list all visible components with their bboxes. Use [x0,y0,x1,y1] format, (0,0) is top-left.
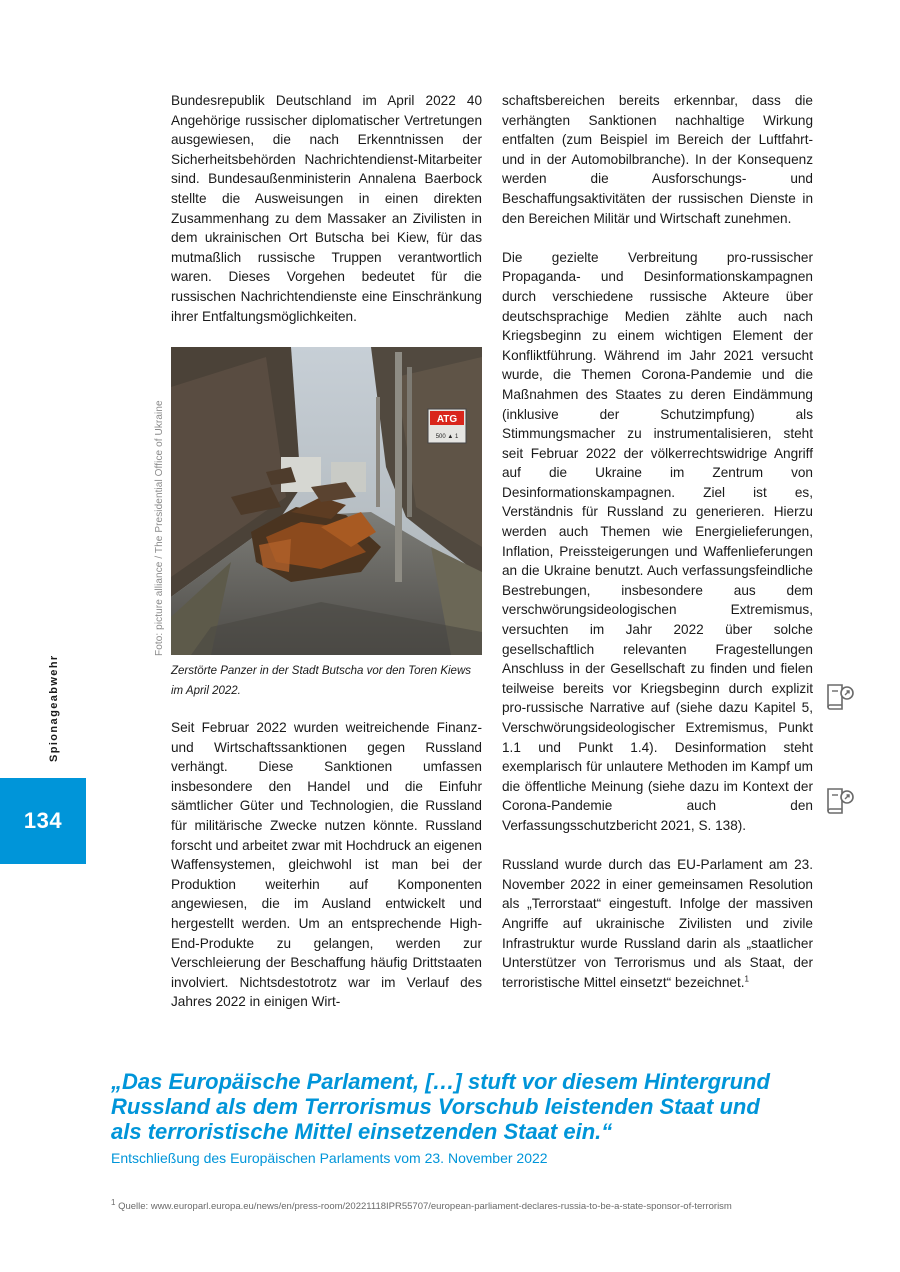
footnote [111,1197,732,1212]
paragraph-text: Russland wurde durch das EU-Parlament am 23. November 2022 in einer gemeinsamen Resolution als „Terrorstaat“ eingestuft. Infolge der massiven Angriffe auf ukrainische Zivilisten und zivile Infrastruktur wurde Russland darin als „staatlicher Unterstützer von Terrorismus und als Staat, der terroristische Mittel einsetzt“ bezeichnet. [502,857,813,990]
paragraph [502,855,813,992]
caption-line: Zerstörte Panzer in der Stadt Butscha vor den Toren Kiews [171,665,472,677]
book-link-icon[interactable] [824,681,856,715]
sign-brand: ATG [436,414,458,425]
paragraph: Seit Februar 2022 wurden weitreichende Finanz- und Wirtschaftssanktionen gegen Russland verhängt. Diese Sanktionen umfassen insbesondere den Handel und die Einfuhr sämtlicher Güter und Technologien, die Russland für militärische Zwecke nutzen könnte. Russland forscht und arbeitet zwar mit Hochdruck an eigenen Waffensystemen, gleichwohl ist man bei der Produktion weiterhin auf Komponenten angewiesen, die im Ausland entwickelt und hergestellt werden. Um an entsprechende High-End-Produkte zu gelangen, werden zur Verschleierung der Beschaffung häufig Drittstaaten involviert. Nichtsdestotrotz war im Verlauf des Jahres 2022 in einigen Wirt- [171,720,482,1010]
paragraph: schaftsbereichen bereits erkennbar, dass die verhängten Sanktionen nachhaltige Wirkung entfalten (zum Beispiel im Bereich der Luftfahrt- und in der Automobilbranche). In der Konsequenz werden die Ausforschungs- und Beschaffungsaktivitäten der russischen Dienste in den Bereichen Militär und Wirtschaft zunehmen. [502,93,813,226]
caption-line: im April 2022. [171,685,241,697]
book-link-icon[interactable] [824,785,856,819]
page-number: 134 [23,808,63,833]
figure-caption [171,661,491,701]
quote-line: als terroristische Mittel einsetzenden Staat ein.“ [111,1119,613,1144]
quote-source: Entschließung des Europäischen Parlaments vom 23. November 2022 [111,1150,548,1166]
left-column-bottom [171,718,482,1012]
photo-illustration [171,347,482,655]
quote-line: Russland als dem Terrorismus Vorschub leistenden Staat und [111,1094,760,1119]
photo-credit: Foto: picture alliance / The Presidential Office of Ukraine [154,400,165,656]
right-column [502,91,813,992]
paragraph: Die gezielte Verbreitung pro-russischer Propaganda- und Desinformationskampagnen durch verschiedene russische Akteure über deutschsprachige Medien zählte auch nach Kriegsbeginn zu einem wichtigen Element der Konfliktführung. Während im Jahr 2021 versucht wurde, die Themen Corona-Pandemie und die Maßnahmen des Staates zu deren Eindämmung (inklusive der Schutzimpfung) als Stimmungsmacher zu instrumentalisieren, steht seit Februar 2022 der völkerrechtswidrige Angriff auf die Ukraine im Zentrum von Desinformationskampagnen. Ziel ist es, Verständnis für Russland zu generieren. Hierzu werden auch Themen wie Energielieferungen, Inflation, Preissteigerungen und Waffenlieferungen an die Ukraine benutzt. Auch verfassungsfeindliche Bestrebungen, insbesondere aus dem verschwörungsideologischen Extremismus, versuchten im Jahr 2022 über solche gesellschaftlich relevanten Fragestellungen Anschluss in der Gesellschaft zu finden und fielen teilweise bereits vor Kriegsbeginn durch explizit pro-russische Narrative auf (siehe dazu Kapitel 5, Verschwörungsideologischer Extremismus, Punkt 1.1 und Punkt 1.4). Desinformation steht exemplarisch für unlautere Methoden im Kampf um die öffentliche Meinung (siehe dazu im Kontext der Corona-Pandemie auch den Verfassungsschutzbericht 2021, S. 138). [502,249,813,833]
sign-price: 500 ▲ 1 [435,434,459,440]
footnote-number: 1 [111,1197,116,1207]
footnote-marker[interactable]: 1 [744,974,749,984]
left-column-top [171,91,482,326]
pull-quote [111,1069,811,1144]
page-number-box [0,778,86,864]
footnote-text[interactable]: Quelle: www.europarl.europa.eu/news/en/press-room/20221118IPR55707/european-parliament-declares-russia-to-be-a-state-sponsor-of-terrorism [118,1201,732,1212]
chapter-label: Spionageabwehr [48,654,60,762]
quote-line: „Das Europäische Parlament, […] stuft vor diesem Hintergrund [111,1069,770,1094]
photo-destroyed-tanks [171,347,482,655]
paragraph: Bundesrepublik Deutschland im April 2022 40 Angehörige russischer diplomatischer Vertretungen ausgewiesen, die nach Erkenntnissen der Sicherheitsbehörden Nachrichtendienst-Mitarbeiter sind. Bundesaußenministerin Annalena Baerbock stellte die Ausweisungen in einen direkten Zusammenhang zu dem Massaker an Zivilisten in dem ukrainischen Ort Butscha bei Kiew, für das mutmaßlich russische Truppen verantwortlich waren. Dieses Vorgehen bedeutet für die russischen Nachrichtendienste eine Einschränkung ihrer Entfaltungsmöglichkeiten. [171,93,482,324]
